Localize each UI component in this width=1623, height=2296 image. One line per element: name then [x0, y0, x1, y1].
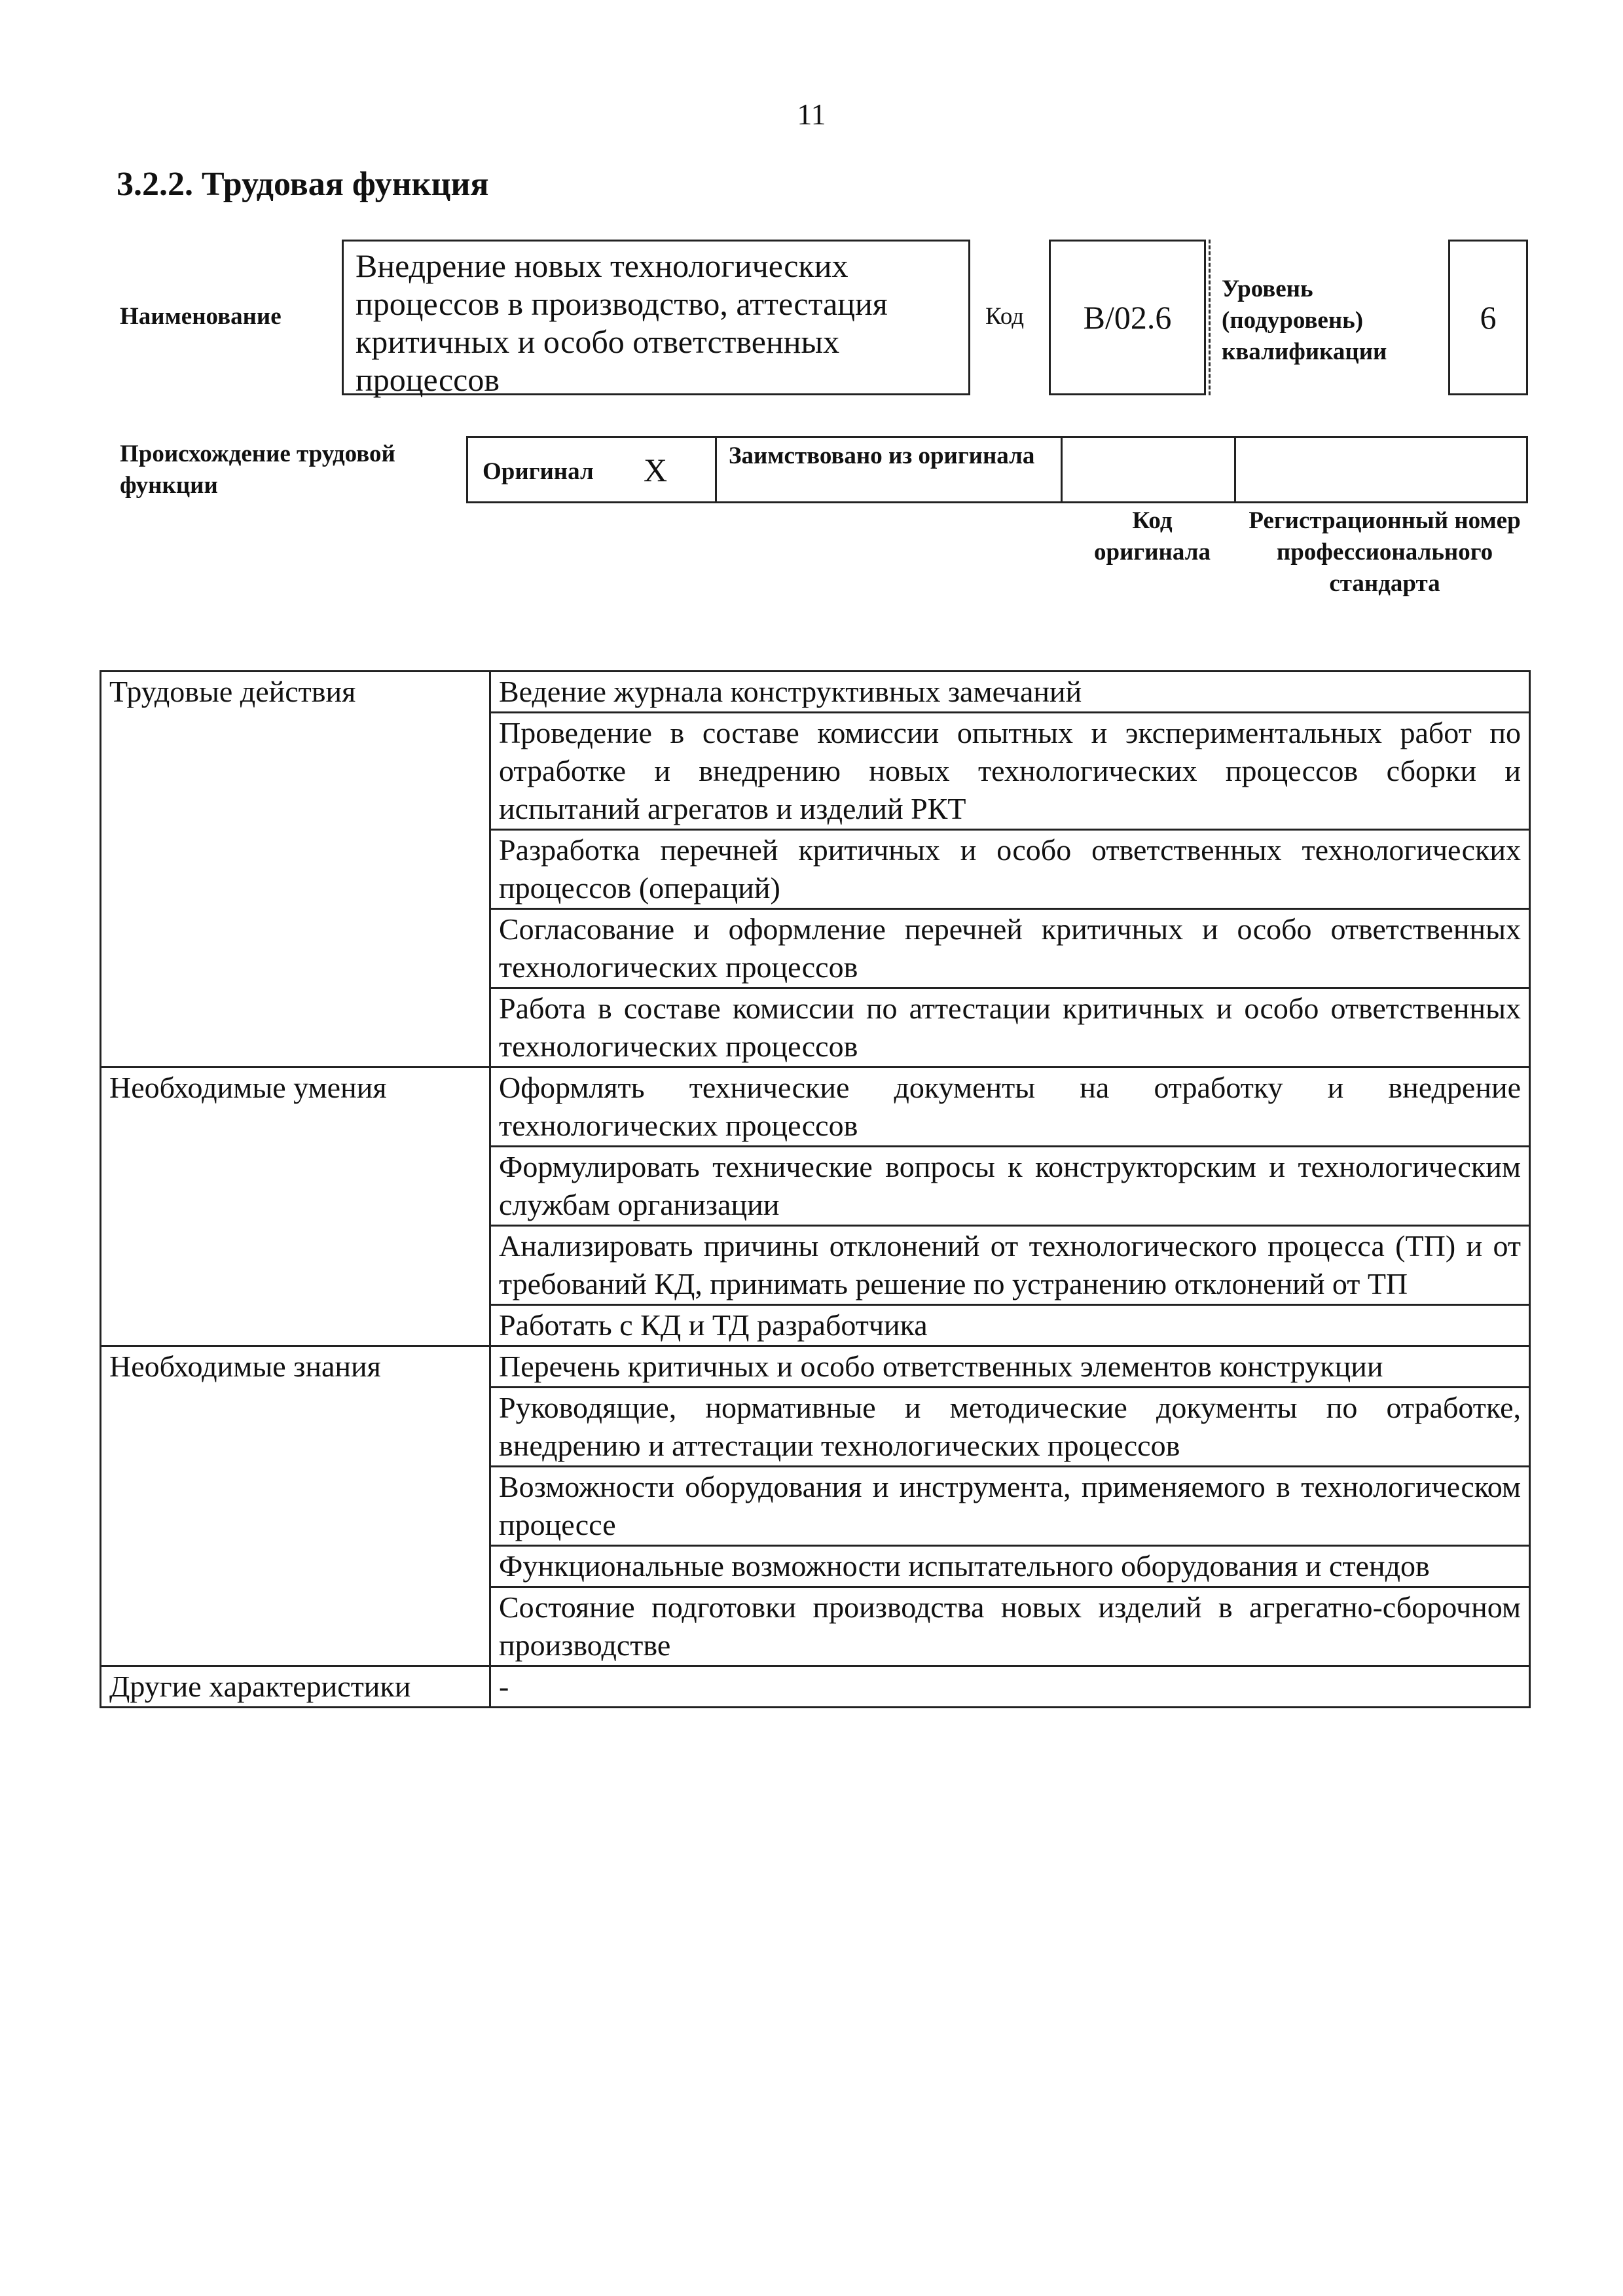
table-cell: Состояние подготовки производства новых изделий в агрегатно-сборочном производстве: [490, 1587, 1530, 1666]
level-label: Уровень (подуровень) квалификации: [1222, 276, 1387, 365]
level-divider: [1209, 240, 1211, 395]
origin-original-cell: [468, 438, 717, 501]
function-details-table: [100, 670, 1531, 1708]
table-cell: Перечень критичных и особо ответственных элементов конструкции: [490, 1346, 1530, 1388]
section-title: 3.2.2. Трудовая функция: [117, 166, 489, 203]
table-cell: Согласование и оформление перечней критичных и особо ответственных технологических процессов: [490, 909, 1530, 988]
page-number: 11: [797, 98, 826, 131]
caption-original-code: Код оригинала: [1094, 507, 1211, 565]
original-code-cell: [1063, 438, 1236, 501]
code-value: B/02.6: [1083, 299, 1172, 336]
original-label: Оригинал: [483, 458, 594, 485]
origin-table: [466, 436, 1528, 503]
table-cell: Анализировать причины отклонений от технологического процесса (ТП) и от требований КД, принимать решение по устранению отклонений от ТП: [490, 1226, 1530, 1305]
table-cell: -: [490, 1666, 1530, 1708]
function-name-value: Внедрение новых технологических процессов в производство, аттестация критичных и особо ответственных процессов: [356, 247, 888, 398]
reg-number-cell: [1236, 438, 1526, 501]
name-label: Наименование: [120, 303, 282, 330]
original-mark: X: [644, 452, 668, 488]
borrowed-label: Заимствовано из оригинала: [729, 442, 1035, 469]
table-cell: Работать с КД и ТД разработчика: [490, 1305, 1530, 1346]
table-row: [101, 1346, 1530, 1388]
code-box: [1049, 240, 1206, 395]
section-label: Трудовые действия: [101, 672, 490, 1067]
table-cell: Руководящие, нормативные и методические документы по отработке, внедрению и аттестации технологических процессов: [490, 1388, 1530, 1467]
level-box: [1448, 240, 1528, 395]
origin-borrowed-cell: [717, 438, 1063, 501]
table-cell: Ведение журнала конструктивных замечаний: [490, 672, 1530, 713]
section-label: Необходимые умения: [101, 1067, 490, 1346]
level-value: 6: [1480, 299, 1497, 336]
table-cell: Формулировать технические вопросы к конструкторским и технологическим службам организации: [490, 1147, 1530, 1226]
table-row: [101, 1067, 1530, 1147]
table-cell: Проведение в составе комиссии опытных и экспериментальных работ по отработке и внедрению новых технологических процессов сборки и испытаний агрегатов и изделий РКТ: [490, 713, 1530, 830]
caption-reg-number: Регистрационный номер профессионального стандарта: [1249, 507, 1521, 597]
function-name-box: [342, 240, 970, 398]
table-cell: Оформлять технические документы на отработку и внедрение технологических процессов: [490, 1067, 1530, 1147]
table-row: [101, 672, 1530, 713]
table-cell: Разработка перечней критичных и особо ответственных технологических процессов (операций): [490, 830, 1530, 909]
table-cell: Возможности оборудования и инструмента, применяемого в технологическом процессе: [490, 1467, 1530, 1546]
code-label: Код: [985, 303, 1025, 330]
origin-label: Происхождение трудовой функции: [120, 440, 395, 499]
section-label: Другие характеристики: [101, 1666, 490, 1708]
section-label: Необходимые знания: [101, 1346, 490, 1666]
table-row: [101, 1666, 1530, 1708]
table-cell: Работа в составе комиссии по аттестации критичных и особо ответственных технологических процессов: [490, 988, 1530, 1067]
table-cell: Функциональные возможности испытательного оборудования и стендов: [490, 1546, 1530, 1587]
